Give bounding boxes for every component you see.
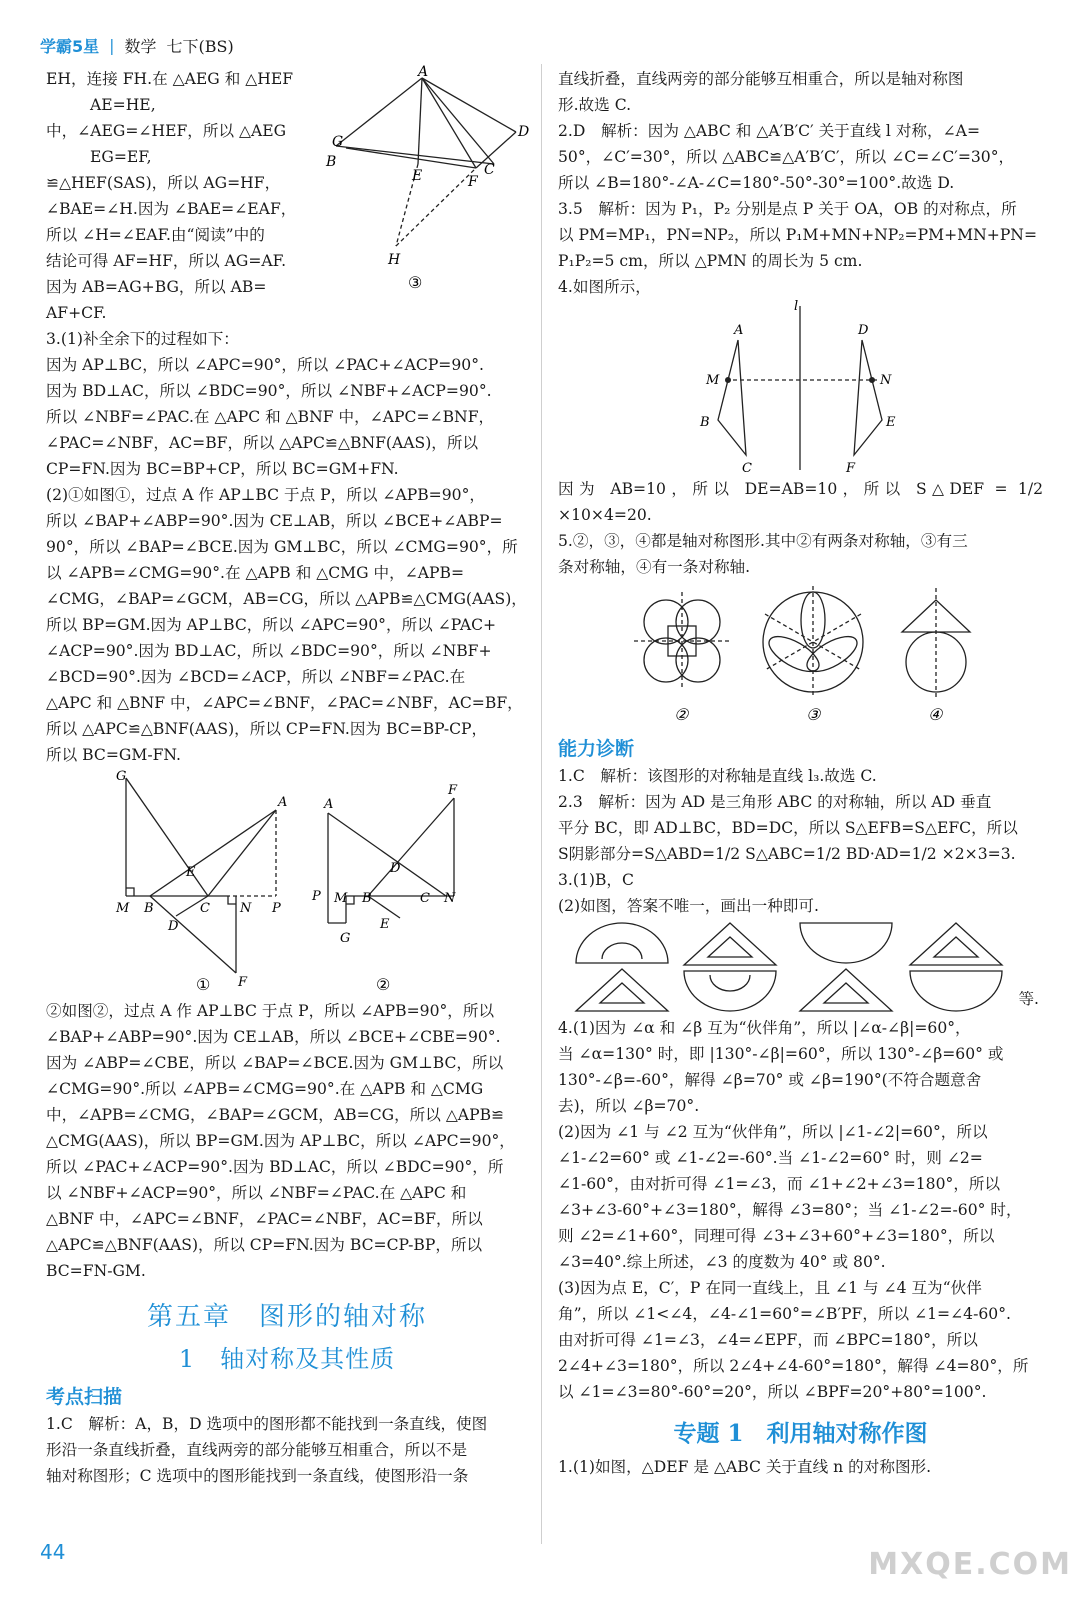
text-line: 以 ∠NBF+∠ACP=90°，所以 ∠NBF=∠PAC.在 △APC 和 (46, 1184, 467, 1202)
topic-title: 专题 1 利用轴对称作图 (673, 1420, 928, 1447)
text-line: 所以 ∠B=180°-∠A-∠C=180°-50°-30°=100°.故选 D. (558, 174, 955, 192)
point-label: A (278, 795, 288, 810)
symmetry-figures-5 (558, 580, 1043, 730)
point-label: C (200, 901, 210, 916)
text-line: △APC 和 △BNF 中，∠APC=∠BNF，∠PAC=∠NBF，AC=BF， (46, 694, 523, 712)
figure-caption: ③ (806, 705, 821, 724)
text-line: 1.C 解析：A，B，D 选项中的图形都不能找到一条直线，使图 (46, 1415, 488, 1433)
text-line: 所以 ∠H=∠EAF.由“阅读”中的 (46, 226, 265, 244)
figure-caption: ④ (928, 705, 943, 724)
text-line: 5.②，③，④都是轴对称图形.其中②有两条对称轴，③有三 (558, 532, 968, 550)
text-line: ∠CMG，∠BAP=∠GCM，AB=CG，所以 △APB≌△CMG(AAS)， (46, 590, 527, 608)
header-subject: 数学 (124, 36, 157, 56)
text-line: 所以 △APC≌△BNF(AAS)，所以 CP=FN.因为 BC=BP-CP， (46, 720, 488, 738)
header-divider: | (109, 35, 115, 55)
point-label: N (444, 891, 456, 906)
point-label: N (240, 901, 252, 916)
geometry-figure-3 (326, 64, 530, 292)
text-line: 所以 ∠BAP+∠ABP=90°.因为 CE⊥AB，所以 ∠BCE+∠ABP= (46, 512, 503, 530)
point-label: D (390, 861, 401, 876)
text-line: 直线折叠，直线两旁的部分能够互相重合，所以是轴对称图 (558, 70, 964, 88)
point-label: F (448, 783, 458, 798)
section-heading-kaodian: 考点扫描 (46, 1386, 123, 1408)
text-line: BC=FN-GM. (46, 1262, 146, 1280)
text-line: 2∠4+∠3=180°，所以 2∠4+∠4-60°=180°，解得 ∠4=80°，所 (558, 1357, 1029, 1375)
text-line: (2)如图，答案不唯一，画出一种即可. (558, 897, 819, 915)
text-line: 当 ∠α=130° 时，即 |130°-∠β|=60°，所以 130°-∠β=60° 或 (558, 1045, 1004, 1063)
axis-label: l (794, 299, 799, 314)
point-label: P (312, 889, 321, 904)
text-line: ∠ACP=90°.因为 BD⊥AC，所以 ∠BDC=90°，所以 ∠NBF+ (46, 642, 492, 660)
point-label: B (326, 154, 337, 170)
text-line: 2.D 解析：因为 △ABC 和 △A′B′C′ 关于直线 l 对称，∠A= (558, 122, 981, 140)
text-line: 条对称轴，④有一条对称轴. (558, 558, 751, 576)
symmetry-figure-4 (558, 300, 1043, 476)
text-line: 4.(1)因为 ∠α 和 ∠β 互为“伙伴角”，所以 |∠α-∠β|=60°， (558, 1019, 971, 1037)
chapter-title: 第五章 图形的轴对称 (146, 1302, 427, 1332)
point-label: E (412, 168, 423, 184)
text-line: 50°，∠C′=30°，所以 △ABC≌△A′B′C′，所以 ∠C=∠C′=30°， (558, 148, 1015, 166)
text-line: 去)，所以 ∠β=70°. (558, 1097, 700, 1115)
text-line: 因为 AB=AG+BG，所以 AB= (46, 278, 267, 296)
text-line: ∠3=40°.综上所述，∠3 的度数为 40° 或 80°. (558, 1253, 886, 1271)
text-line: 以 ∠1=∠3=80°-60°=20°，所以 ∠BPF=20°+80°=100°. (558, 1383, 987, 1401)
figure-caption: ② (674, 705, 689, 724)
header (40, 30, 234, 60)
text-line: 4.如图所示， (558, 278, 651, 296)
text-line: △BNF 中，∠APC=∠BNF，∠PAC=∠NBF，AC=BF，所以 (46, 1210, 483, 1228)
text-line: 因为 ∠ABP=∠CBE，所以 ∠BAP=∠BCE.因为 GM⊥BC，所以 (46, 1054, 504, 1072)
text-line: 所以 ∠PAC+∠ACP=90°.因为 BD⊥AC，所以 ∠BDC=90°，所 (46, 1158, 504, 1176)
text-line: ∠CMG=90°.所以 ∠APB=∠CMG=90°.在 △APB 和 △CMG (46, 1080, 484, 1098)
point-label: A (418, 64, 429, 80)
text-line: 3.5 解析：因为 P₁，P₂ 分别是点 P 关于 OA，OB 的对称点，所 (558, 200, 1017, 218)
geometry-figures-1-2 (46, 768, 528, 998)
point-label: P (272, 901, 281, 916)
point-label: F (468, 174, 478, 190)
text-line: △APC≌△BNF(AAS)，所以 CP=FN.因为 BC=CP-BP，所以 (46, 1236, 483, 1254)
text-line: 所以 ∠NBF=∠PAC.在 △APC 和 △BNF 中，∠APC=∠BNF， (46, 408, 495, 426)
point-label: A (324, 797, 334, 812)
text-line: 3.(1)B，C (558, 871, 634, 889)
section-title: 1 轴对称及其性质 (178, 1345, 396, 1373)
text-line: ∠1-∠2=60° 或 ∠1-∠2=-60°.当 ∠1-∠2=60° 时，则 ∠2= (558, 1149, 983, 1167)
figure-caption: ② (376, 975, 391, 994)
text-line: ∠BAP+∠ABP=90°.因为 CE⊥AB，所以 ∠BCE+∠CBE=90°. (46, 1028, 501, 1046)
point-label: G (332, 134, 344, 150)
text-line: AE=HE, (90, 96, 156, 114)
point-N (869, 377, 875, 383)
point-label: H (388, 252, 401, 268)
point-label: D (168, 919, 179, 934)
point-label: B (144, 901, 154, 916)
text-line: 角”，所以 ∠1<∠4，∠4-∠1=60°=∠B′PF，所以 ∠1=∠4-60°. (558, 1305, 1011, 1323)
text-line: 因为 AP⊥BC，所以 ∠APC=90°，所以 ∠PAC+∠ACP=90°. (46, 356, 484, 374)
text-line: EG=EF, (90, 148, 152, 166)
point-label: D (518, 124, 530, 140)
text-line: 1.(1)如图，△DEF 是 △ABC 关于直线 n 的对称图形. (558, 1458, 932, 1476)
point-label: F (846, 461, 856, 476)
text-line: 平分 BC，即 AD⊥BC，BD=DC，所以 S△EFB=S△EFC，所以 (558, 819, 1018, 837)
point-M (725, 377, 731, 383)
page-number: 44 (40, 1540, 66, 1564)
text-line: 2.3 解析：因为 AD 是三角形 ABC 的对称轴，所以 AD 垂直 (558, 793, 992, 811)
text-line: ∠BCD=90°.因为 ∠BCD=∠ACP，所以 ∠NBF=∠PAC.在 (46, 668, 466, 686)
point-label: F (238, 975, 248, 990)
text-line: 以 ∠APB=∠CMG=90°.在 △APB 和 △CMG 中，∠APB= (46, 564, 465, 582)
text-line: 所以 BC=GM-FN. (46, 746, 182, 764)
text-line: 由对折可得 ∠1=∠3，∠4=∠EPF，而 ∠BPC=180°，所以 (558, 1331, 978, 1349)
pattern-figures (558, 919, 1043, 1015)
text-line: S阴影部分=S△ABD=1/2 S△ABC=1/2 BD·AD=1/2 ×2×3=3. (558, 845, 1016, 863)
point-label: E (886, 415, 896, 430)
text-line: △CMG(AAS)，所以 BP=GM.因为 AP⊥BC，所以 ∠APC=90°， (46, 1132, 515, 1150)
proof-block-with-figure3 (46, 66, 528, 326)
text-line: 中，∠APB=∠CMG，∠BAP=∠GCM，AB=CG，所以 △APB≌ (46, 1106, 505, 1124)
text-line: ∠3+∠3-60°+∠3=180°，解得 ∠3=80°；当 ∠1-∠2=-60° 时， (558, 1201, 1022, 1219)
figure-caption: ① (196, 975, 211, 994)
point-label: E (186, 865, 196, 880)
text-line: 所以 BP=GM.因为 AP⊥BC，所以 ∠APC=90°，所以 ∠PAC+ (46, 616, 497, 634)
point-label: G (340, 931, 351, 946)
column-divider (541, 64, 542, 1544)
text-line: 形沿一条直线折叠，直线两旁的部分能够互相重合，所以不是 (46, 1441, 468, 1459)
point-label: B (362, 891, 372, 906)
text-line: 因为 AB=10，所以 DE=AB=10，所以 S△DEF = 1/2 ×10×4=20. (558, 480, 1043, 524)
figure-caption: ③ (408, 273, 423, 292)
text-line: EH，连接 FH.在 △AEG 和 △HEF (46, 70, 294, 88)
pattern-shapes (558, 919, 1043, 1015)
point-label: C (484, 162, 495, 178)
text-line: 形.故选 C. (558, 96, 632, 114)
text-line: 结论可得 AF=HF，所以 AG=AF. (46, 252, 287, 270)
etc-mark: 等. (1018, 990, 1039, 1008)
point-label: E (380, 917, 390, 932)
section-heading-nengli: 能力诊断 (558, 738, 635, 760)
point-label: A (734, 323, 744, 338)
text-line: CP=FN.因为 BC=BP+CP，所以 BC=GM+FN. (46, 460, 399, 478)
point-label: C (742, 461, 752, 476)
text-line: 因为 BD⊥AC，所以 ∠BDC=90°，所以 ∠NBF+∠ACP=90°. (46, 382, 492, 400)
watermark: MXQE.COM (868, 1547, 1072, 1582)
text-line: AF+CF. (46, 304, 107, 322)
header-grade: 七下(BS) (166, 36, 234, 56)
text-line: 轴对称图形；C 选项中的图形能找到一条直线，使图形沿一条 (46, 1467, 469, 1485)
text-line: 则 ∠2=∠1+60°，同理可得 ∠3+∠3+60°+∠3=180°，所以 (558, 1227, 995, 1245)
point-label: M (334, 891, 348, 906)
text-line: (2)因为 ∠1 与 ∠2 互为“伙伴角”，所以 |∠1-∠2|=60°，所以 (558, 1123, 988, 1141)
text-line: ≌△HEF(SAS)，所以 AG=HF， (46, 174, 281, 192)
text-line: ②如图②，过点 A 作 AP⊥BC 于点 P，所以 ∠APB=90°，所以 (46, 1002, 495, 1020)
text-line: P₁P₂=5 cm，所以 △PMN 的周长为 5 cm. (558, 252, 863, 270)
point-label: M (116, 901, 130, 916)
text-line: (3)因为点 E，C′，P 在同一直线上，且 ∠1 与 ∠4 互为“伙伴 (558, 1279, 982, 1297)
text-line: (2)①如图①，过点 A 作 AP⊥BC 于点 P，所以 ∠APB=90°， (46, 486, 485, 504)
point-label: B (700, 415, 710, 430)
text-line: 90°，所以 ∠BAP=∠BCE.因为 GM⊥BC，所以 ∠CMG=90°，所 (46, 538, 518, 556)
text-line: 1.C 解析：该图形的对称轴是直线 l₃.故选 C. (558, 767, 877, 785)
left-column (46, 66, 528, 1489)
right-column (558, 66, 1043, 1480)
point-label: C (420, 891, 430, 906)
point-label: D (858, 323, 869, 338)
point-label: G (116, 769, 127, 784)
text-line: ∠PAC=∠NBF，AC=BF，所以 △APC≌△BNF(AAS)，所以 (46, 434, 479, 452)
text-line: 中，∠AEG=∠HEF，所以 △AEG (46, 122, 287, 140)
text-line: 3.(1)补全余下的过程如下： (46, 330, 239, 348)
text-line: 以 PM=MP₁，PN=NP₂，所以 P₁M+MN+NP₂=PM+MN+PN= (558, 226, 1038, 244)
point-label: N (880, 373, 892, 388)
text-line: ∠1-60°，由对折可得 ∠1=∠3，而 ∠1+∠2+∠3=180°，所以 (558, 1175, 1001, 1193)
text-line: 130°-∠β=-60°，解得 ∠β=70° 或 ∠β=190°(不符合题意舍 (558, 1071, 982, 1089)
text-line: ∠BAE=∠H.因为 ∠BAE=∠EAF， (46, 200, 297, 218)
point-label: M (706, 373, 720, 388)
brand-logo: 学霸5星 (40, 36, 100, 56)
